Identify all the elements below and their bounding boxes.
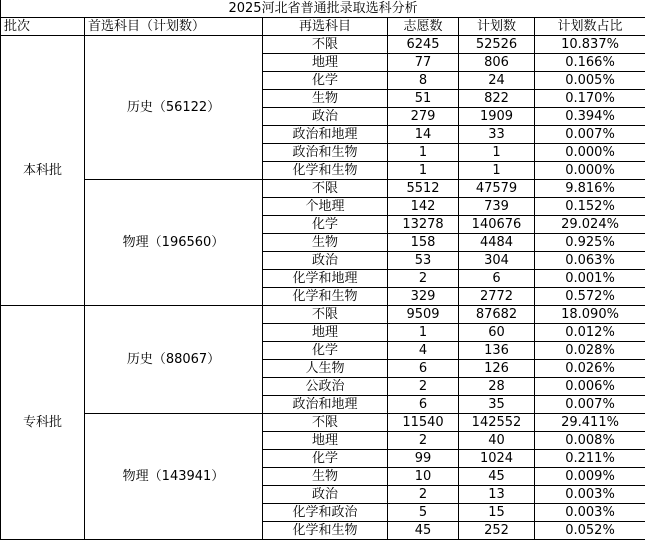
- plan-ratio-cell: 0.572%: [535, 288, 645, 306]
- second-subject-cell: 地理: [263, 432, 388, 450]
- plan-cell: 45: [459, 468, 535, 486]
- second-subject-cell: 政治和地理: [263, 396, 388, 414]
- second-subject-cell: 化学: [263, 72, 388, 90]
- plan-cell: 739: [459, 198, 535, 216]
- second-subject-cell: 化学: [263, 342, 388, 360]
- plan-ratio-cell: 0.166%: [535, 54, 645, 72]
- plan-ratio-cell: 0.028%: [535, 342, 645, 360]
- volunteers-cell: 1: [388, 162, 459, 180]
- volunteers-cell: 142: [388, 198, 459, 216]
- second-subject-cell: 化学和政治: [263, 504, 388, 522]
- plan-cell: 4484: [459, 234, 535, 252]
- plan-cell: 1909: [459, 108, 535, 126]
- plan-cell: 35: [459, 396, 535, 414]
- volunteers-cell: 6: [388, 360, 459, 378]
- plan-ratio-cell: 10.837%: [535, 36, 645, 54]
- second-subject-cell: 地理: [263, 54, 388, 72]
- plan-cell: 304: [459, 252, 535, 270]
- plan-ratio-cell: 29.024%: [535, 216, 645, 234]
- second-subject-cell: 政治: [263, 486, 388, 504]
- volunteers-cell: 51: [388, 90, 459, 108]
- plan-ratio-cell: 0.003%: [535, 504, 645, 522]
- plan-ratio-cell: 0.211%: [535, 450, 645, 468]
- plan-ratio-cell: 0.007%: [535, 126, 645, 144]
- plan-cell: 87682: [459, 306, 535, 324]
- plan-cell: 28: [459, 378, 535, 396]
- volunteers-cell: 2: [388, 432, 459, 450]
- plan-cell: 33: [459, 126, 535, 144]
- volunteers-cell: 5512: [388, 180, 459, 198]
- batch-cell: 本科批: [1, 36, 85, 306]
- plan-cell: 6: [459, 270, 535, 288]
- table-row: [1, 414, 645, 432]
- table-row: [1, 306, 645, 324]
- second-subject-cell: 人生物: [263, 360, 388, 378]
- second-subject-cell: 化学和生物: [263, 162, 388, 180]
- second-subject-cell: 化学: [263, 216, 388, 234]
- volunteers-cell: 13278: [388, 216, 459, 234]
- volunteers-cell: 2: [388, 486, 459, 504]
- plan-ratio-cell: 0.394%: [535, 108, 645, 126]
- plan-cell: 47579: [459, 180, 535, 198]
- table-row: [1, 180, 645, 198]
- plan-ratio-cell: 0.063%: [535, 252, 645, 270]
- second-subject-cell: 生物: [263, 234, 388, 252]
- plan-ratio-cell: 0.052%: [535, 522, 645, 540]
- header-plan-ratio: 计划数占比: [535, 18, 645, 36]
- volunteers-cell: 1: [388, 144, 459, 162]
- second-subject-cell: 地理: [263, 324, 388, 342]
- second-subject-cell: 化学和地理: [263, 270, 388, 288]
- plan-ratio-cell: 0.925%: [535, 234, 645, 252]
- plan-ratio-cell: 0.008%: [535, 432, 645, 450]
- header-plan: 计划数: [459, 18, 535, 36]
- plan-cell: 142552: [459, 414, 535, 432]
- table-title: 2025河北省普通批录取选科分析: [1, 0, 645, 18]
- volunteers-cell: 9509: [388, 306, 459, 324]
- plan-ratio-cell: 0.009%: [535, 468, 645, 486]
- plan-cell: 1: [459, 162, 535, 180]
- first-subject-cell: 历史（88067）: [85, 306, 263, 414]
- volunteers-cell: 53: [388, 252, 459, 270]
- plan-ratio-cell: 0.005%: [535, 72, 645, 90]
- volunteers-cell: 11540: [388, 414, 459, 432]
- plan-cell: 806: [459, 54, 535, 72]
- plan-cell: 140676: [459, 216, 535, 234]
- plan-ratio-cell: 0.026%: [535, 360, 645, 378]
- second-subject-cell: 生物: [263, 90, 388, 108]
- plan-ratio-cell: 0.012%: [535, 324, 645, 342]
- second-subject-cell: 不限: [263, 180, 388, 198]
- first-subject-cell: 历史（56122）: [85, 36, 263, 180]
- plan-ratio-cell: 0.000%: [535, 144, 645, 162]
- plan-cell: 24: [459, 72, 535, 90]
- plan-ratio-cell: 18.090%: [535, 306, 645, 324]
- volunteers-cell: 2: [388, 378, 459, 396]
- second-subject-cell: 公政治: [263, 378, 388, 396]
- plan-ratio-cell: 29.411%: [535, 414, 645, 432]
- plan-cell: 15: [459, 504, 535, 522]
- plan-ratio-cell: 0.007%: [535, 396, 645, 414]
- first-subject-cell: 物理（196560）: [85, 180, 263, 306]
- volunteers-cell: 99: [388, 450, 459, 468]
- second-subject-cell: 化学: [263, 450, 388, 468]
- plan-cell: 60: [459, 324, 535, 342]
- plan-ratio-cell: 0.006%: [535, 378, 645, 396]
- second-subject-cell: 化学和生物: [263, 288, 388, 306]
- header-first-subject: 首选科目（计划数）: [85, 18, 263, 36]
- volunteers-cell: 45: [388, 522, 459, 540]
- batch-cell: 专科批: [1, 306, 85, 540]
- plan-cell: 2772: [459, 288, 535, 306]
- volunteers-cell: 329: [388, 288, 459, 306]
- header-second-subject: 再选科目: [263, 18, 388, 36]
- table-row: [1, 36, 645, 54]
- plan-cell: 126: [459, 360, 535, 378]
- second-subject-cell: 政治: [263, 252, 388, 270]
- volunteers-cell: 77: [388, 54, 459, 72]
- volunteers-cell: 6245: [388, 36, 459, 54]
- plan-ratio-cell: 0.001%: [535, 270, 645, 288]
- second-subject-cell: 化学和生物: [263, 522, 388, 540]
- header-volunteers: 志愿数: [388, 18, 459, 36]
- second-subject-cell: 政治和生物: [263, 144, 388, 162]
- plan-ratio-cell: 0.000%: [535, 162, 645, 180]
- plan-ratio-cell: 9.816%: [535, 180, 645, 198]
- volunteers-cell: 279: [388, 108, 459, 126]
- volunteers-cell: 1: [388, 324, 459, 342]
- plan-cell: 52526: [459, 36, 535, 54]
- second-subject-cell: 不限: [263, 36, 388, 54]
- plan-cell: 252: [459, 522, 535, 540]
- header-row: [1, 18, 645, 36]
- plan-cell: 136: [459, 342, 535, 360]
- volunteers-cell: 2: [388, 270, 459, 288]
- first-subject-cell: 物理（143941）: [85, 414, 263, 540]
- second-subject-cell: 生物: [263, 468, 388, 486]
- volunteers-cell: 10: [388, 468, 459, 486]
- plan-ratio-cell: 0.003%: [535, 486, 645, 504]
- second-subject-cell: 不限: [263, 306, 388, 324]
- volunteers-cell: 8: [388, 72, 459, 90]
- volunteers-cell: 5: [388, 504, 459, 522]
- title-row: [1, 0, 645, 18]
- plan-cell: 1: [459, 144, 535, 162]
- volunteers-cell: 158: [388, 234, 459, 252]
- second-subject-cell: 政治和地理: [263, 126, 388, 144]
- second-subject-cell: 政治: [263, 108, 388, 126]
- plan-ratio-cell: 0.170%: [535, 90, 645, 108]
- second-subject-cell: 不限: [263, 414, 388, 432]
- volunteers-cell: 6: [388, 396, 459, 414]
- volunteers-cell: 14: [388, 126, 459, 144]
- plan-cell: 822: [459, 90, 535, 108]
- plan-cell: 13: [459, 486, 535, 504]
- second-subject-cell: 个地理: [263, 198, 388, 216]
- plan-cell: 40: [459, 432, 535, 450]
- plan-ratio-cell: 0.152%: [535, 198, 645, 216]
- volunteers-cell: 4: [388, 342, 459, 360]
- plan-cell: 1024: [459, 450, 535, 468]
- header-batch: 批次: [1, 18, 85, 36]
